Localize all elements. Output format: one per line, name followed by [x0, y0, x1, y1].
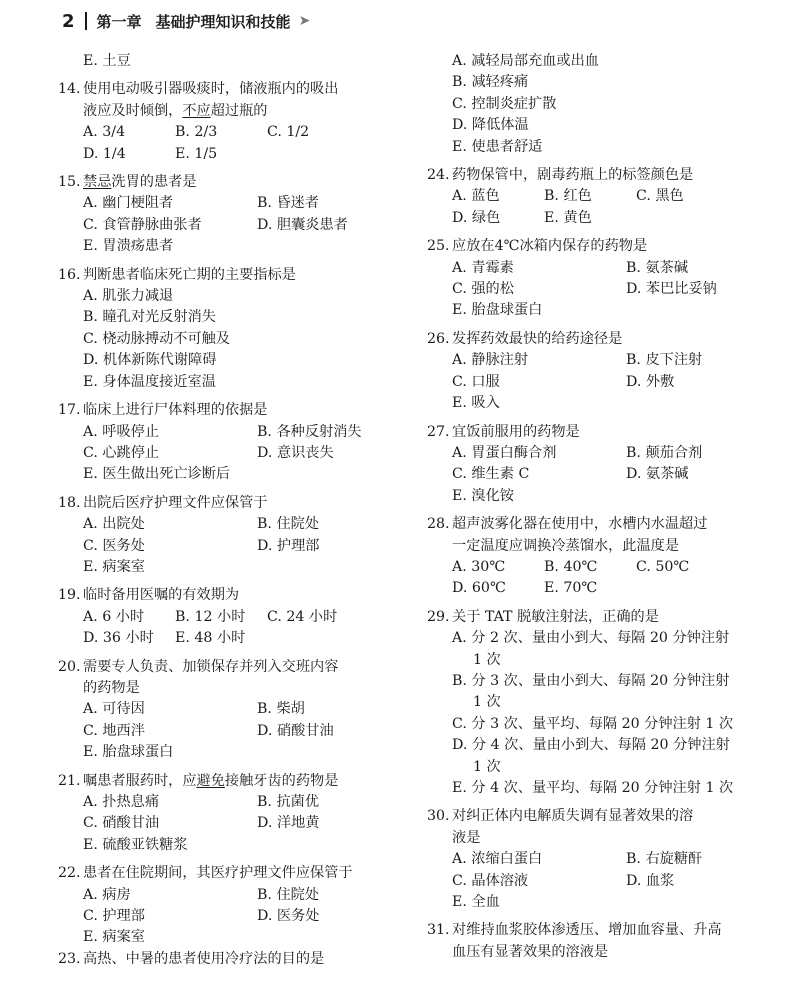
option-row	[58, 215, 404, 236]
spacer	[427, 600, 767, 607]
option-row	[58, 329, 404, 350]
question-number: 23.	[58, 950, 81, 967]
spacer	[427, 799, 767, 806]
text-span: 一定温度应调换冷蒸馏水，此温度是	[452, 537, 680, 554]
option-row	[58, 742, 404, 763]
answer-option: B. 住院处	[257, 516, 320, 533]
answer-option: D. 洋地黄	[257, 815, 320, 832]
option-row	[427, 115, 767, 136]
question-text	[83, 79, 404, 100]
answer-option: E. 全血	[452, 894, 500, 911]
answer-option: B. 右旋糖酐	[626, 851, 703, 868]
question-stem	[427, 236, 767, 257]
answer-option: B. 分 3 次、量由小到大、每隔 20 分钟注射	[452, 672, 730, 689]
text-span: 患者在住院期间，其医疗护理文件应保管于	[83, 865, 353, 882]
question-text	[452, 607, 767, 628]
question-stem	[58, 771, 404, 792]
option-row	[427, 578, 767, 599]
option-row	[427, 300, 767, 321]
question-number: 29.	[427, 608, 450, 625]
option-row	[58, 607, 404, 628]
option-row	[427, 393, 767, 414]
answer-option: C. 晶体溶液	[452, 872, 529, 889]
answer-option: C. 口服	[452, 373, 500, 390]
question-text	[83, 493, 404, 514]
question-number: 30.	[427, 808, 450, 825]
answer-option: B. 柴胡	[257, 701, 305, 718]
option-row	[427, 51, 767, 72]
answer-option: C. 心跳停止	[83, 444, 160, 461]
spacer	[427, 322, 767, 329]
option-row	[427, 279, 767, 300]
question-stem	[58, 657, 404, 678]
option-row	[427, 735, 767, 756]
answer-option: B. 红色	[544, 188, 592, 205]
answer-option: C. 控制炎症扩散	[452, 95, 557, 112]
option-row	[427, 778, 767, 799]
left-column	[58, 51, 404, 970]
option-row	[427, 72, 767, 93]
option-row	[427, 628, 767, 649]
answer-option: A. 扑热息痛	[83, 794, 160, 810]
answer-option: D. 血浆	[626, 872, 675, 889]
question-stem	[58, 265, 404, 286]
spacer	[58, 856, 404, 863]
answer-option: B. 12 小时	[175, 608, 246, 625]
answer-option: B. 氨茶碱	[626, 259, 689, 276]
answer-option: A. 分 2 次、量由小到大、每隔 20 分钟注射	[452, 630, 730, 647]
text-span: 对纠正体内电解质失调有显著效果的溶	[452, 808, 694, 825]
question-text	[452, 920, 767, 941]
option-row	[58, 422, 404, 443]
answer-option: C. 地西泮	[83, 722, 145, 739]
option-row	[58, 927, 404, 948]
question-stem	[427, 329, 767, 350]
answer-option: B. 各种反射消失	[257, 423, 362, 440]
question-number: 19.	[58, 587, 81, 604]
question-stem	[58, 585, 404, 606]
answer-option: E. 使患者舒适	[452, 138, 543, 155]
option-row	[58, 792, 404, 813]
answer-option: D. 绿色	[452, 209, 501, 226]
answer-option: D. 医务处	[257, 908, 320, 925]
answer-option: D. 氨茶碱	[626, 466, 689, 483]
option-row	[58, 236, 404, 257]
option-row	[58, 906, 404, 927]
chapter-title: 基础护理知识和技能	[155, 12, 291, 31]
answer-option: D. 胆囊炎患者	[257, 216, 348, 233]
answer-option: D. 1/4	[83, 145, 126, 162]
question-text	[452, 329, 767, 350]
spacer	[58, 72, 404, 79]
answer-option: A. 减轻局部充血或出血	[452, 53, 599, 69]
option-text-continued	[427, 692, 767, 713]
option-row	[427, 208, 767, 229]
spacer	[427, 415, 767, 422]
answer-option: C. 医务处	[83, 537, 145, 554]
answer-option: C. 护理部	[83, 908, 145, 925]
answer-option: B. 颠茄合剂	[626, 444, 703, 461]
spacer	[58, 393, 404, 400]
option-row	[427, 94, 767, 115]
answer-option: C. 维生素 C	[452, 466, 530, 483]
question-text	[452, 236, 767, 257]
question-stem	[427, 514, 767, 535]
answer-option: E. 溴化铵	[452, 487, 514, 504]
question-number: 21.	[58, 772, 81, 789]
question-number: 24.	[427, 167, 450, 184]
question-text	[83, 585, 404, 606]
option-row	[58, 307, 404, 328]
question-stem	[58, 79, 404, 100]
answer-option: E. 身体温度接近室温	[83, 373, 216, 390]
answer-option: B. 皮下注射	[626, 352, 703, 369]
question-text	[452, 514, 767, 535]
page-header	[62, 8, 310, 34]
text-span: 液是	[452, 829, 481, 846]
question-text-continued	[427, 828, 767, 849]
text-span: 关于 TAT 脱敏注射法，正确的是	[452, 608, 659, 625]
spacer	[58, 650, 404, 657]
answer-option: D. 36 小时	[83, 630, 154, 647]
option-row	[58, 286, 404, 307]
question-stem	[58, 949, 404, 970]
answer-option: E. 黄色	[544, 209, 592, 226]
text-span: 临床上进行尸体料理的依据是	[83, 402, 268, 419]
text-span: 液应及时倾倒，	[83, 102, 183, 119]
text-span: 对维持血浆胶体渗透压、增加血容量、升高	[452, 922, 722, 939]
question-number: 20.	[58, 658, 81, 675]
option-row	[427, 892, 767, 913]
option-row	[427, 350, 767, 371]
answer-option: D. 60℃	[452, 580, 506, 597]
text-span: 接触牙齿的药物是	[224, 772, 339, 789]
text-span: 高热、中暑的患者使用冷疗法的目的是	[83, 950, 325, 967]
text-span: 超过瓶的	[210, 102, 268, 119]
answer-option: C. 硝酸甘油	[83, 815, 160, 832]
text-span: 1 次	[473, 694, 501, 711]
option-row	[58, 721, 404, 742]
question-stem	[427, 165, 767, 186]
question-stem	[427, 607, 767, 628]
answer-option: A. 30℃	[452, 558, 506, 575]
answer-option: A. 呼吸停止	[83, 423, 160, 440]
text-span: 临时备用医嘱的有效期为	[83, 587, 240, 604]
answer-option: A. 浓缩白蛋白	[452, 851, 543, 868]
option-row	[58, 122, 404, 143]
option-row	[427, 849, 767, 870]
answer-option: A. 6 小时	[83, 608, 145, 625]
option-row	[427, 486, 767, 507]
question-stem	[427, 422, 767, 443]
answer-option: C. 50℃	[636, 558, 690, 575]
question-stem	[58, 400, 404, 421]
chapter-label: 第一章	[96, 12, 142, 31]
answer-option: A. 病房	[83, 886, 131, 903]
emphasis-underline: 禁忌	[83, 174, 112, 191]
text-span: 判断患者临床死亡期的主要指标是	[83, 266, 296, 283]
option-row	[58, 813, 404, 834]
text-span: 发挥药效最快的给药途径是	[452, 330, 623, 347]
option-row	[427, 871, 767, 892]
question-number: 14.	[58, 81, 81, 98]
text-span: 宜饭前服用的药物是	[452, 423, 580, 440]
answer-option: D. 机体新陈代谢障碍	[83, 352, 217, 369]
text-span: 需要专人负责、加锁保存并列入交班内容	[83, 658, 339, 675]
answer-option: C. 桡动脉搏动不可触及	[83, 330, 231, 347]
option-row	[58, 372, 404, 393]
answer-option: D. 降低体温	[452, 117, 529, 134]
answer-option: C. 食管静脉曲张者	[83, 216, 202, 233]
answer-option: B. 减轻疼痛	[452, 74, 529, 91]
option-row	[58, 885, 404, 906]
question-text	[83, 265, 404, 286]
spacer	[58, 486, 404, 493]
spacer	[427, 229, 767, 236]
option-row	[58, 350, 404, 371]
option-row	[427, 258, 767, 279]
answer-option: A. 3/4	[83, 124, 126, 141]
answer-option: E. 吸入	[452, 395, 500, 412]
answer-option: D. 意识丧失	[257, 444, 334, 461]
question-text-continued	[58, 678, 404, 699]
answer-option: C. 强的松	[452, 281, 514, 298]
text-span: 1 次	[473, 651, 501, 668]
answer-option: A. 蓝色	[452, 188, 500, 205]
text-span: 药物保管中，剧毒药瓶上的标签颜色是	[452, 167, 694, 184]
question-text	[452, 422, 767, 443]
option-row	[58, 557, 404, 578]
option-text-continued	[427, 650, 767, 671]
answer-option: A. 青霉素	[452, 259, 514, 276]
question-number: 22.	[58, 865, 81, 882]
text-span: 出院后医疗护理文件应保管于	[83, 494, 268, 511]
answer-option: D. 护理部	[257, 537, 320, 554]
text-span: 嘱患者服药时，应	[83, 772, 197, 789]
answer-option: B. 40℃	[544, 558, 598, 575]
header-divider	[85, 12, 87, 30]
question-number: 26.	[427, 330, 450, 347]
question-number: 31.	[427, 922, 450, 939]
text-span: 使用电动吸引器吸痰时，储液瓶内的吸出	[83, 81, 339, 98]
answer-option: A. 胃蛋白酶合剂	[452, 444, 557, 461]
question-text	[83, 771, 404, 792]
emphasis-underline: 不应	[182, 102, 211, 119]
option-text-continued	[427, 757, 767, 778]
option-row	[427, 443, 767, 464]
question-number: 16.	[58, 266, 81, 283]
question-number: 17.	[58, 402, 81, 419]
option-row	[427, 372, 767, 393]
question-number: 27.	[427, 423, 450, 440]
answer-option: A. 幽门梗阻者	[83, 195, 174, 212]
text-span: 洗胃的患者是	[111, 174, 197, 191]
answer-option: E. 胎盘球蛋白	[452, 302, 543, 319]
answer-option: E. 48 小时	[175, 630, 246, 647]
arrow-icon: ➤	[298, 13, 311, 29]
answer-option: C. 24 小时	[267, 608, 338, 625]
answer-option: E. 1/5	[175, 145, 218, 162]
answer-option: E. 胃溃疡患者	[83, 238, 174, 255]
option-row	[58, 699, 404, 720]
spacer	[58, 165, 404, 172]
option-row	[427, 714, 767, 735]
answer-option: E. 土豆	[83, 53, 131, 69]
option-row	[58, 193, 404, 214]
spacer	[427, 158, 767, 165]
answer-option: A. 出院处	[83, 516, 145, 533]
answer-option: B. 昏迷者	[257, 195, 320, 212]
option-row	[58, 51, 404, 72]
answer-option: A. 可待因	[83, 701, 145, 718]
page-number: 2	[62, 10, 75, 32]
question-stem	[427, 806, 767, 827]
question-stem	[58, 493, 404, 514]
answer-option: C. 1/2	[267, 124, 310, 141]
question-text-continued	[427, 942, 767, 963]
option-row	[58, 628, 404, 649]
answer-option: B. 2/3	[175, 124, 218, 141]
option-row	[427, 186, 767, 207]
question-number: 18.	[58, 494, 81, 511]
option-row	[427, 671, 767, 692]
spacer	[427, 507, 767, 514]
answer-option: E. 胎盘球蛋白	[83, 744, 174, 761]
answer-option: C. 黑色	[636, 188, 684, 205]
answer-option: B. 瞳孔对光反射消失	[83, 309, 216, 326]
option-row	[58, 443, 404, 464]
answer-option: E. 70℃	[544, 580, 598, 597]
spacer	[58, 764, 404, 771]
question-text	[83, 863, 404, 884]
emphasis-underline: 避免	[196, 772, 225, 789]
text-span: 血压有显著效果的溶液是	[452, 943, 609, 960]
question-text	[452, 806, 767, 827]
text-span: 应放在4℃冰箱内保存的药物是	[452, 238, 648, 255]
question-number: 28.	[427, 516, 450, 533]
option-row	[427, 464, 767, 485]
question-stem	[58, 863, 404, 884]
answer-option: E. 分 4 次、量平均、每隔 20 分钟注射 1 次	[452, 780, 734, 796]
spacer	[58, 578, 404, 585]
option-row	[58, 144, 404, 165]
right-column	[427, 51, 767, 963]
question-text-continued	[58, 101, 404, 122]
answer-option: B. 住院处	[257, 886, 320, 903]
question-text	[83, 400, 404, 421]
answer-option: E. 硫酸亚铁糖浆	[83, 836, 188, 853]
question-text	[83, 657, 404, 678]
option-row	[427, 137, 767, 158]
text-span: 的药物是	[83, 679, 140, 696]
text-span: 超声波雾化器在使用中，水槽内水温超过	[452, 516, 708, 533]
answer-option: D. 分 4 次、量由小到大、每隔 20 分钟注射	[452, 737, 730, 754]
answer-option: C. 分 3 次、量平均、每隔 20 分钟注射 1 次	[452, 715, 734, 732]
question-number: 15.	[58, 174, 81, 191]
option-row	[58, 464, 404, 485]
question-stem	[58, 172, 404, 193]
text-span: 1 次	[473, 758, 501, 775]
question-text	[452, 165, 767, 186]
answer-option: D. 苯巴比妥钠	[626, 281, 717, 298]
answer-option: E. 医生做出死亡诊断后	[83, 466, 231, 483]
option-row	[58, 835, 404, 856]
spacer	[427, 913, 767, 920]
question-text	[83, 172, 404, 193]
option-row	[58, 514, 404, 535]
answer-option: A. 肌张力减退	[83, 288, 174, 305]
question-number: 25.	[427, 238, 450, 255]
answer-option: E. 病案室	[83, 558, 145, 575]
option-row	[427, 557, 767, 578]
answer-option: D. 硝酸甘油	[257, 722, 334, 739]
answer-option: D. 外敷	[626, 373, 675, 390]
answer-option: B. 抗菌优	[257, 794, 320, 810]
question-text-continued	[427, 536, 767, 557]
answer-option: A. 静脉注射	[452, 352, 529, 369]
answer-option: E. 病案室	[83, 929, 145, 946]
spacer	[58, 258, 404, 265]
question-text	[83, 949, 404, 970]
option-row	[58, 536, 404, 557]
question-stem	[427, 920, 767, 941]
